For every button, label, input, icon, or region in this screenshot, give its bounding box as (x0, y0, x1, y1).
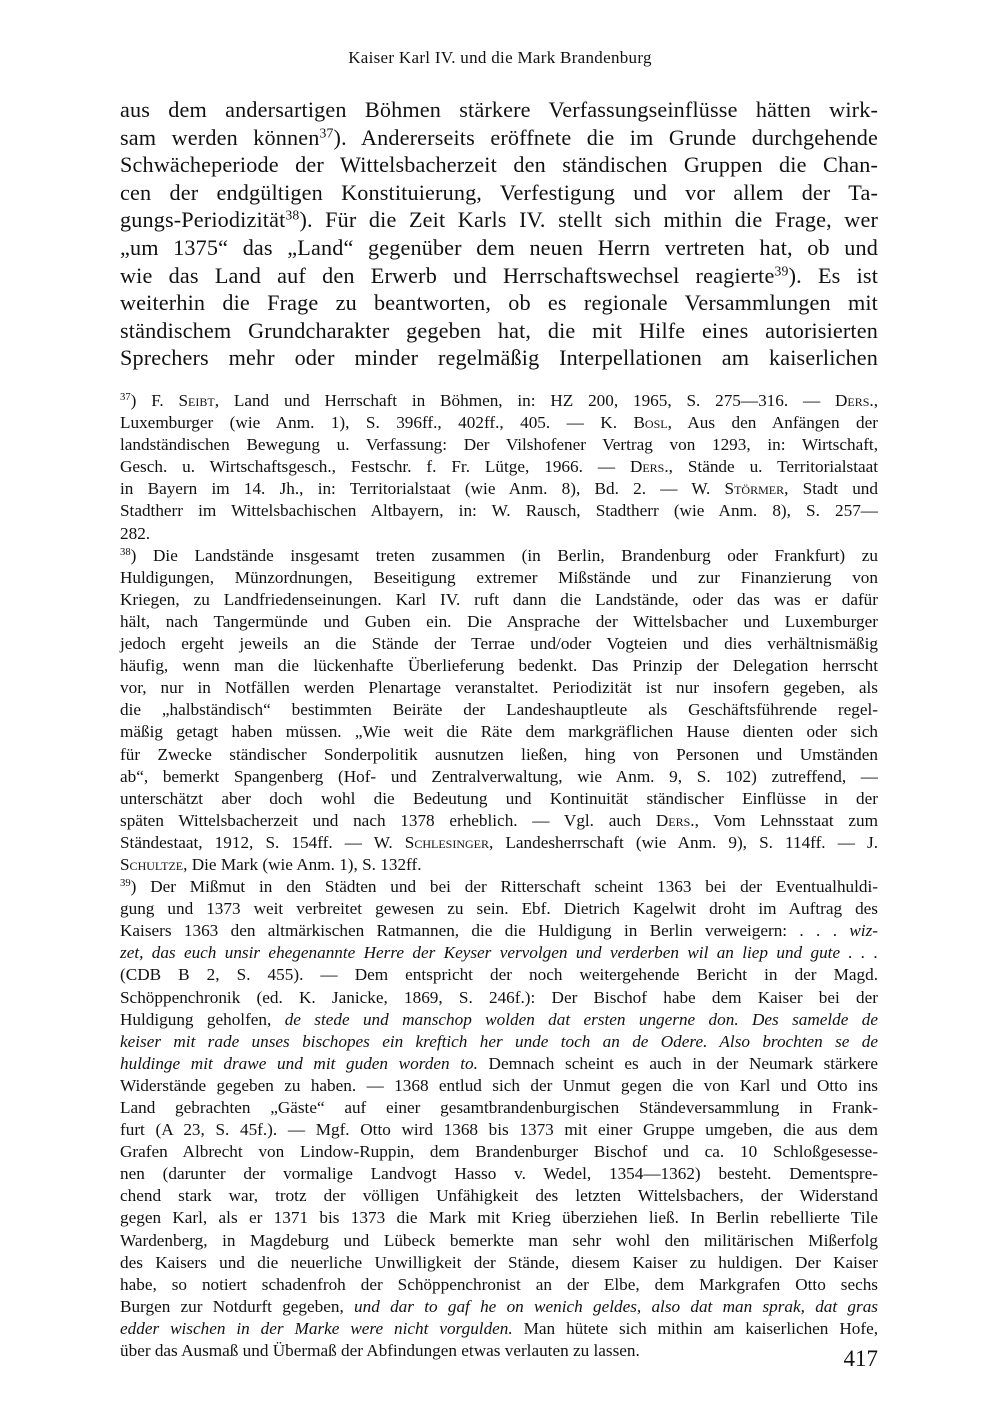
footnote-mark: 39 (120, 878, 131, 890)
footnote-ref: 39 (774, 263, 789, 278)
body-line: wie das Land auf den Erwerb und Herrschaftswechsel reagierte$^{39}$). Es ist (120, 262, 879, 288)
footnote-39: $^{39}$) Der Mißmut in den Städten und bei der Ritterschaft scheint 1363 bei der Eventualhuldi- gung und 1373 weit verbreitet gewesen zu sein. Ebf. Dietrich Kagelwit droht im Auftrag des Kaisers 1363 den altmärkischen Ratmannen, die die Huldigung in Berlin verweigern: . . . wiz- zet, das euch unsir ehegenannte Herre der Keyser vervolgen und verderben wil an liep und gute . . . (CDB B 2, S. 455). — Dem entspricht der noch weitergehende Bericht in der Magd. Schöppenchronik (ed. K. Janicke, 1869, S. 246f.): Der Bischof habe dem Kaiser bei der Huldigung geholfen, de stede und manschop wolden dat ersten ungerne don. Des samelde de keiser mit rade unses bischopes ein kreftich her unde toch an de Odere. Also brochten se de huldinge mit drawe und mit guden worden to. Demnach scheint es auch in der Neumark stärkere Widerstände gegeben zu haben. — 1368 entlud sich der Unmut gegen die von Karl und Otto ins Land gebrachten „Gäste“ auf einer gesamtbrandenburgischen Ständeversammlung in Frank- furt (A 23, S. 45f.). — Mgf. Otto wird 1368 bis 1373 mit einer Gruppe umgeben, die aus dem Grafen Albrecht von Lindow-Ruppin, dem Brandenburger Bischof und ca. 10 Schloßgesesse- nen (darunter der vormalige Landvogt Hasso v. Wedel, 1354—1362) besteht. Dementspre- chend stark war, trotz der völligen Unfähigkeit des letzten Wittelsbachers, der Widerstand gegen Karl, als er 1371 bis 1373 die Mark mit Krieg überziehen ließ. In Berlin rebellierte Tile Wardenberg, in Magdeburg und Lübeck bemerkte man sehr wohl den militärischen Mißerfolg des Kaisers und die neuerliche Unwilligkeit der Stände, diesem Kaiser zu huldigen. Der Kaiser habe, so notiert schadenfroh der Schöppenchronist an der Elbe, dem Markgrafen Otto sechs Burgen zur Notdurft gegeben, und dar to gaf he on wenich geldes, also dat man sprak, dat gras edder wischen in der Marke were nicht vorgulden. Man hütete sich mithin am kaiserlichen Hofe, über das Ausmaß und Übermaß der Abfindungen etwas verlauten zu lassen. (120, 877, 878, 1361)
body-line: „um 1375“ das „Land“ gegenüber dem neuen Herrn vertreten hat, ob und (120, 234, 878, 260)
footnote-ref: 37 (319, 125, 334, 141)
body-line: sam werden können$^{37}$). Andererseits eröffnete die im Grunde durchgehende (120, 124, 879, 150)
body-line: aus dem andersartigen Böhmen stärkere Verfassungseinflüsse hätten wirk- (120, 97, 878, 122)
body-line: weiterhin die Frage zu beantworten, ob es regionale Versammlungen mit (120, 290, 878, 316)
body-line: Sprechers mehr oder minder regelmäßig Interpellationen am kaiserlichen (120, 345, 878, 371)
body-text (120, 96, 878, 372)
body-line: gungs-Periodizität$^{38}$). Für die Zeit Karls IV. stellt sich mithin die Frage, wer (120, 207, 878, 233)
body-line: Schwächeperiode der Wittelsbacherzeit den ständischen Gruppen die Chan- (120, 152, 878, 178)
page-number: 417 (843, 1346, 878, 1371)
footnote-mark: 38 (120, 546, 131, 558)
body-line: ständischem Grundcharakter gegeben hat, die mit Hilfe eines autorisierten (120, 317, 878, 343)
footnote-37: $^{37}$) F. Seibt, Land und Herrschaft in Böhmen, in: HZ 200, 1965, S. 275—316. — Ders., Luxemburger (wie Anm. 1), S. 396ff., 402ff., 405. — K. Bosl, Aus den Anfängen der landständischen Bewegung u. Verfassung: Der Vilshofener Vertrag von 1293, in: Wirtschaft, Gesch. u. Wirtschaftsgesch., Festschr. f. Fr. Lütge, 1966. — Ders., Stände u. Territorialstaat in Bayern im 14. Jh., in: Territorialstaat (wie Anm. 8), Bd. 2. — W. Störmer, Stadt und Stadtherr im Wittelsbachischen Altbayern, in: W. Rausch, Stadtherr (wie Anm. 8), S. 257— 282. (120, 391, 878, 543)
footnote-mark: 37 (120, 392, 131, 404)
footnote-ref: 38 (285, 207, 300, 223)
running-title: Kaiser Karl IV. und die Mark Brandenburg (348, 48, 652, 67)
body-line: cen der endgültigen Konstituierung, Verfestigung und vor allem der Ta- (120, 179, 878, 205)
footnote-38: $^{38}$) Die Landstände insgesamt treten zusammen (in Berlin, Brandenburg oder Frankfurt) zu Huldigungen, Münzordnungen, Beseitigung extremer Mißstände und zur Finanzierung von Kriegen, zu Landfriedenseinungen. Karl IV. ruft dann die Landstände, oder das was er dafür hält, nach Tangermünde und Guben ein. Die Ansprache der Wittelsbacher und Luxemburger jedoch ergeht jeweils an die Stände der Terrae und/oder Vogteien und dies verhältnismäßig häufig, wenn man die lückenhafte Überlieferung bedenkt. Das Prinzip der Delegation herrscht vor, nur in Notfällen werden Plenartage veranstaltet. Periodizität ist nur insofern gegeben, als die „halbständisch“ bestimmten Beiräte der Landeshauptleute als Geschäftsführende regel- mäßig getagt haben müssen. „Wie weit die Räte dem markgräflichen Hause dienten oder sich für Zwecke ständischer Sonderpolitik ausnutzen ließen, hing von Personen und Umständen ab“, bemerkt Spangenberg (Hof- und Zentralverwaltung, wie Anm. 9, S. 102) zutreffend, — unterschätzt aber doch wohl die Bedeutung und Kontinuität ständischer Einflüsse in der späten Wittelsbacherzeit und nach 1378 erheblich. — Vgl. auch Ders., Vom Lehnsstaat zum Ständestaat, 1912, S. 154ff. — W. Schlesinger, Landesherrschaft (wie Anm. 9), S. 114ff. — J. Schultze, Die Mark (wie Anm. 1), S. 132ff. (120, 545, 878, 874)
footnotes (120, 390, 878, 1362)
